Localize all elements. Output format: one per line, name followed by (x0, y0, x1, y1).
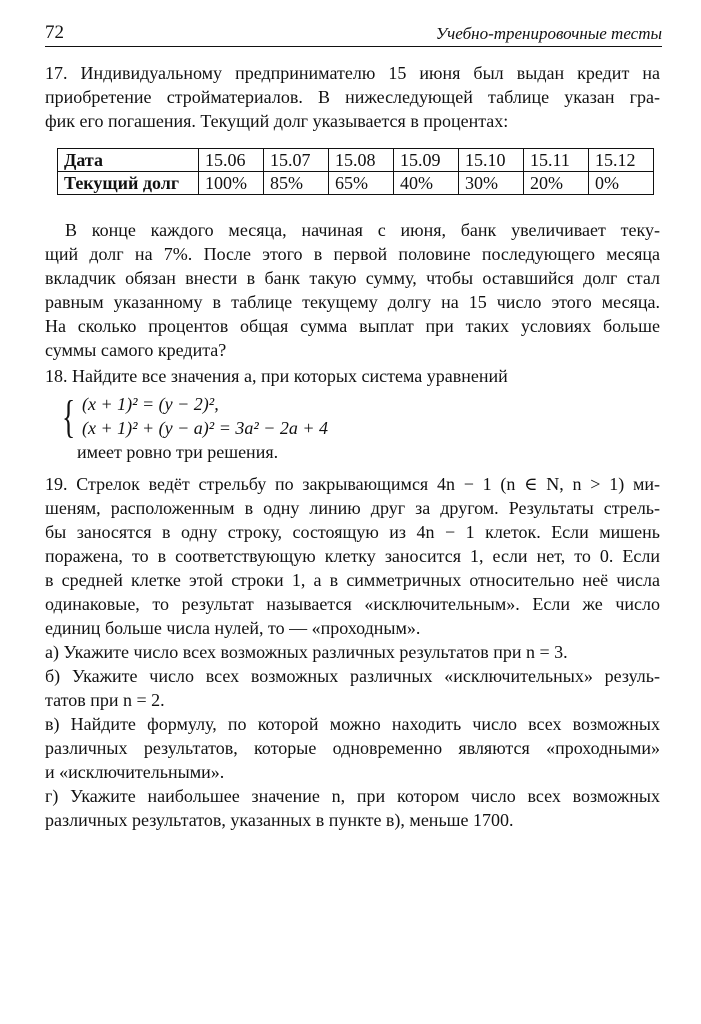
text-line: в средней клетке этой строки 1, а в симметричных относительно неё числа (45, 570, 660, 590)
problem-17-text (45, 61, 660, 133)
date-cell: 15.12 (589, 149, 654, 172)
text-line: суммы самого кредита? (45, 340, 227, 360)
date-cell: 15.06 (199, 149, 264, 172)
problem-19-text (45, 472, 660, 832)
text-line: щий долг на 7%. После этого в первой половине последующего месяца (45, 244, 660, 264)
table-row (58, 172, 654, 195)
row-header: Дата (58, 149, 199, 172)
running-title: Учебно-тренировочные тесты (435, 24, 662, 43)
debt-cell: 30% (459, 172, 524, 195)
text-line: различных результатов, указанных в пункте в), меньше 1700. (45, 810, 514, 830)
text-line: поражена, то в соответствующую клетку заносится 1, если нет, то 0. Если (45, 546, 660, 566)
problem-18-text (45, 364, 660, 388)
table-row (58, 149, 654, 172)
text-line: 19. Стрелок ведёт стрельбу по закрывающимся 4n − 1 (n ∈ N, n > 1) ми- (45, 474, 660, 494)
text-line: шеням, расположенным в одну линию друг за другом. Результаты стрель- (45, 498, 660, 518)
text-line: в) Найдите формулу, по которой можно находить число всех возможных (45, 714, 660, 734)
text-line: бы заносятся в одну строку, состоящую из 4n − 1 клеток. Если мишень (45, 522, 660, 542)
row-header: Текущий долг (58, 172, 199, 195)
text-line: 17. Индивидуальному предпринимателю 15 июня был выдан кредит на (45, 63, 660, 83)
text-line: а) Укажите число всех возможных различных результатов при n = 3. (45, 642, 568, 662)
text-line: б) Укажите число всех возможных различных «исключительных» резуль- (45, 666, 660, 686)
date-cell: 15.08 (329, 149, 394, 172)
problem-18-outro (45, 440, 660, 464)
text-line: г) Укажите наибольшее значение n, при котором число всех возможных (45, 786, 660, 806)
problem-17-conditions (45, 218, 660, 362)
text-line: имеет ровно три решения. (77, 442, 279, 462)
text-line: приобретение стройматериалов. В нижеследующей таблице указан гра- (45, 87, 660, 107)
text-line: 18. Найдите все значения a, при которых система уравнений (45, 366, 508, 386)
date-cell: 15.07 (264, 149, 329, 172)
equation-1: (x + 1)² = (y − 2)², (82, 394, 219, 414)
date-cell: 15.10 (459, 149, 524, 172)
page-number: 72 (45, 22, 64, 43)
text-line: одинаковые, то результат называется «исключительным». Если же число (45, 594, 660, 614)
page-header (45, 22, 662, 47)
equation-2: (x + 1)² + (y − a)² = 3a² − 2a + 4 (82, 418, 329, 438)
debt-cell: 0% (589, 172, 654, 195)
date-cell: 15.11 (524, 149, 589, 172)
debt-cell: 100% (199, 172, 264, 195)
text-line: вкладчик обязан внести в банк такую сумму, чтобы оставшийся долг стал (45, 268, 660, 288)
brace: { (62, 391, 76, 442)
date-cell: 15.09 (394, 149, 459, 172)
text-line: На сколько процентов общая сумма выплат при таких условиях больше (45, 316, 660, 336)
text-line: и «исключительными». (45, 762, 225, 782)
debt-schedule-table (57, 148, 654, 195)
text-line: единиц больше числа нулей, то — «проходным». (45, 618, 421, 638)
debt-cell: 65% (329, 172, 394, 195)
text-line: татов при n = 2. (45, 690, 165, 710)
debt-cell: 85% (264, 172, 329, 195)
text-line: фик его погашения. Текущий долг указывается в процентах: (45, 111, 509, 131)
text-line: различных результатов, которые одновременно являются «проходными» (45, 738, 660, 758)
debt-cell: 40% (394, 172, 459, 195)
text-line: равным указанному в таблице текущему долгу на 15 число этого месяца. (45, 292, 660, 312)
debt-cell: 20% (524, 172, 589, 195)
text-line: В конце каждого месяца, начиная с июня, банк увеличивает теку- (65, 220, 660, 240)
